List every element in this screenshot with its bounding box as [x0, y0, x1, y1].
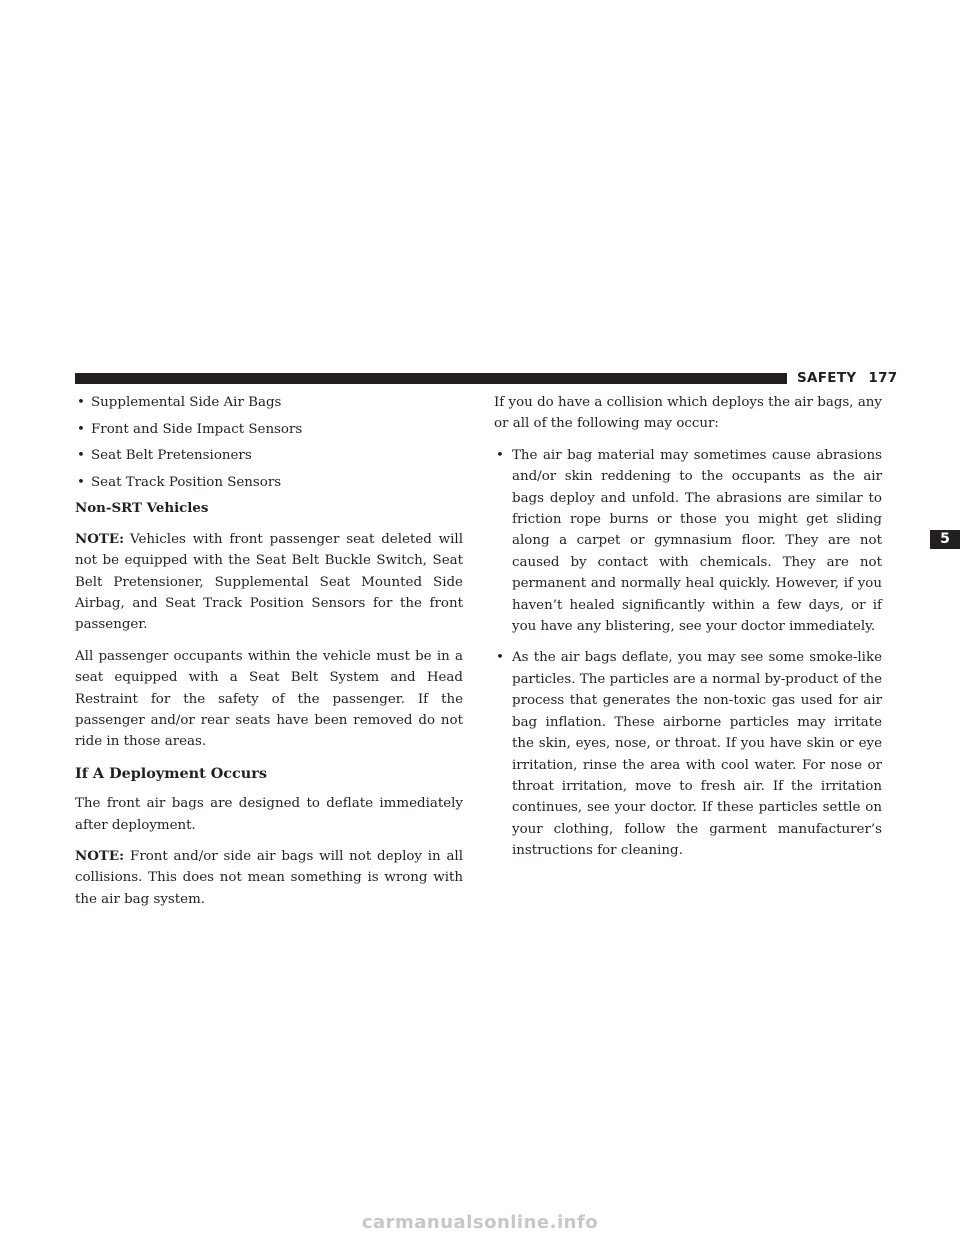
- page-number: 177: [868, 370, 898, 386]
- bullet-icon: •: [77, 421, 85, 437]
- list-item: • Front and Side Impact Sensors: [75, 419, 463, 440]
- chapter-tab: 5: [930, 530, 960, 549]
- note-label: NOTE:: [75, 848, 125, 865]
- bullet-icon: •: [496, 650, 504, 666]
- paragraph-collision-intro: If you do have a collision which deploys the air bags, any or all of the following may occur:: [494, 395, 882, 432]
- paragraph-occupants: All passenger occupants within the vehicle must be in a seat equipped with a Seat Belt System and Head Restraint for the safety of the passenger. If the passenger and/or rear seats have been removed do not ride in those areas.: [75, 648, 463, 750]
- note-seat-deleted: NOTE: Vehicles with front passenger seat deleted will not be equipped with the Seat Belt Buckle Switch, Seat Belt Pretensioner, Supplemental Seat Mounted Side Airbag, and Seat Track Position Sensors for the front passenger.: [75, 530, 463, 633]
- section-title: SAFETY: [797, 370, 857, 386]
- note-label: NOTE:: [75, 530, 125, 547]
- subheading-non-srt: Non-SRT Vehicles: [75, 500, 209, 517]
- note-deploy: NOTE: Front and/or side air bags will not deploy in all collisions. This does not mean something is wrong with the air bag system.: [75, 848, 463, 907]
- list-item: • As the air bags deflate, you may see some smoke-like particles. The particles are a normal by-product of the process that generates the non-toxic gas used for air bag inflation. These airborne particles may irritate the skin, eyes, nose, or throat. If you have skin or eye irritation, rinse the area with cool water. For nose or throat irritation, move to fresh air. If the irritation continues, see your doctor. If these particles settle on your clothing, follow the garment manufacturer’s instructions for cleaning.: [494, 647, 882, 861]
- list-item: • Seat Belt Pretensioners: [75, 445, 463, 466]
- bullet-icon: •: [77, 474, 85, 490]
- paragraph-deflate: The front air bags are designed to deflate immediately after deployment.: [75, 796, 463, 833]
- component-list: [75, 392, 463, 493]
- left-column: [75, 392, 463, 920]
- right-column: [494, 392, 882, 872]
- bullet-icon: •: [77, 448, 85, 464]
- list-item: • Seat Track Position Sensors: [75, 472, 463, 493]
- list-item: • The air bag material may sometimes cause abrasions and/or skin reddening to the occupants as the air bags deploy and unfold. The abrasions are similar to friction rope burns or those you might get sliding along a carpet or gymnasium floor. They are not caused by contact with chemicals. They are not permanent and normally heal quickly. However, if you haven’t healed significantly within a few days, or if you have any blistering, see your doctor immediately.: [494, 445, 882, 638]
- running-header: [797, 368, 898, 388]
- effects-list: [494, 445, 882, 862]
- header-rule: [75, 373, 787, 384]
- watermark: carmanualsonline.info: [361, 1212, 599, 1233]
- bullet-icon: •: [496, 447, 504, 463]
- subheading-deployment: If A Deployment Occurs: [75, 764, 267, 782]
- bullet-icon: •: [77, 395, 85, 410]
- list-item: • Supplemental Side Air Bags: [75, 392, 463, 413]
